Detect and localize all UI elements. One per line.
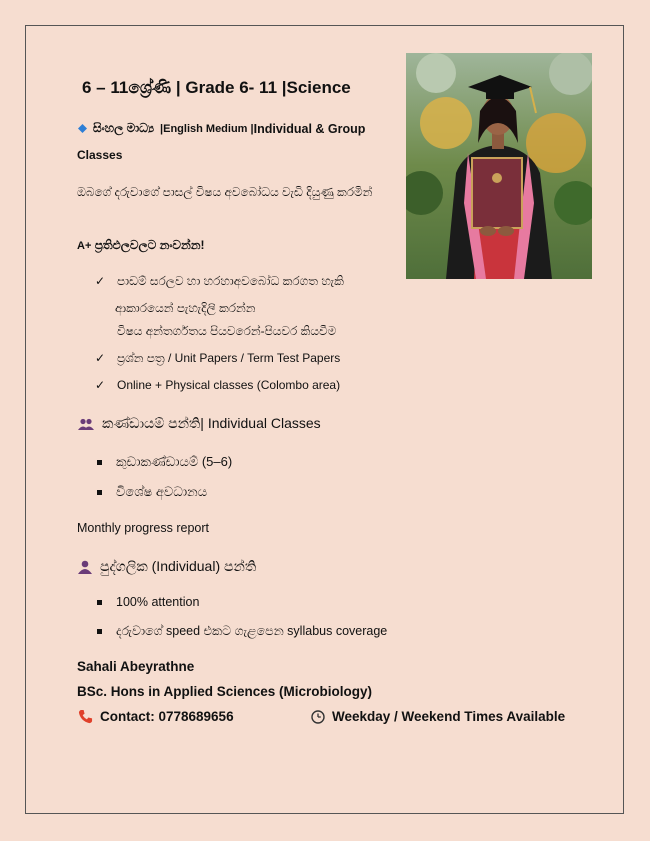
contact-phone [78, 709, 234, 724]
tutor-name: Sahali Abeyrathne [77, 659, 195, 674]
individual-bullet-1 [97, 595, 199, 609]
small-blue-diamond-icon [78, 124, 87, 133]
graduate-photo [406, 53, 592, 279]
medium-english: |English Medium | [160, 122, 254, 135]
check-mark-icon: ✓ [95, 351, 106, 365]
group-section-heading [78, 415, 321, 432]
medium-group: Individual & Group [253, 121, 366, 136]
check-item-1-line-3: විෂය අන්තර්ගතය පියවරෙන්-පියවර කියවීම [117, 324, 337, 338]
clock-icon [311, 710, 325, 724]
group-bullet-1 [97, 454, 232, 470]
tutor-degree: BSc. Hons in Applied Sciences (Microbiology) [77, 684, 373, 699]
medium-classes: Classes [77, 148, 123, 162]
individual-heading-text: පුද්ගලික (Individual) පන්ති [100, 558, 257, 574]
aplus-text: ප්‍රතිඵලවලට නංවන්න! [91, 238, 205, 252]
individual-section-heading [78, 558, 256, 575]
individual-bullet-1-text: 100% attention [116, 595, 200, 609]
group-heading-text: කණ්ඩායම් පන්ති| Individual Classes [102, 415, 321, 431]
aplus-line [77, 238, 205, 253]
check-item-3-text: Online + Physical classes (Colombo area) [117, 378, 341, 392]
check-item-1-line-2: ආකාරයෙන් පැහැදිලි කරන්න [115, 301, 256, 315]
bullet-square-icon [97, 460, 102, 465]
group-bullet-1-text: කුඩාකණ්ඩායම් (5–6) [116, 454, 233, 469]
check-item-1 [95, 274, 344, 289]
check-mark-icon: ✓ [95, 378, 106, 392]
medium-sinhala: සිංහල මාධ්‍ය [93, 121, 155, 135]
check-item-2-text: ප්‍රශ්න පත්‍ර / Unit Papers / Term Test Papers [117, 351, 341, 365]
bullet-square-icon [97, 600, 102, 605]
check-item-3 [95, 378, 340, 392]
person-icon [78, 560, 92, 574]
individual-bullet-2 [97, 624, 387, 639]
aplus-prefix: A+ [77, 240, 92, 252]
check-mark-icon: ✓ [95, 274, 106, 288]
contact-times-text: Weekday / Weekend Times Available [332, 709, 566, 724]
intro-text: ඔබගේ දරුවාගේ පාසල් විෂය අවබෝධය වැඩි දියුණු කරමින් [77, 185, 373, 199]
phone-icon [78, 709, 93, 724]
contact-phone-text: Contact: 0778689656 [100, 709, 234, 724]
check-item-2 [95, 351, 340, 366]
page-title: 6 – 11ශ්‍රේණි | Grade 6- 11 |Science [82, 78, 351, 97]
group-bullet-2-text: විශේෂ අවධානය [116, 484, 208, 499]
medium-line [78, 121, 365, 136]
individual-bullet-2-text: දරුවාගේ speed එකට ගැළපෙන syllabus coverage [116, 624, 388, 638]
people-icon [78, 418, 94, 430]
progress-note: Monthly progress report [77, 521, 210, 535]
group-bullet-2 [97, 484, 207, 500]
contact-times [311, 709, 565, 724]
check-item-1-line-1: පාඩම් සරලව හා හරහාඅවබෝධ කරගත හැකි [117, 274, 344, 288]
bullet-square-icon [97, 490, 102, 495]
bullet-square-icon [97, 629, 102, 634]
